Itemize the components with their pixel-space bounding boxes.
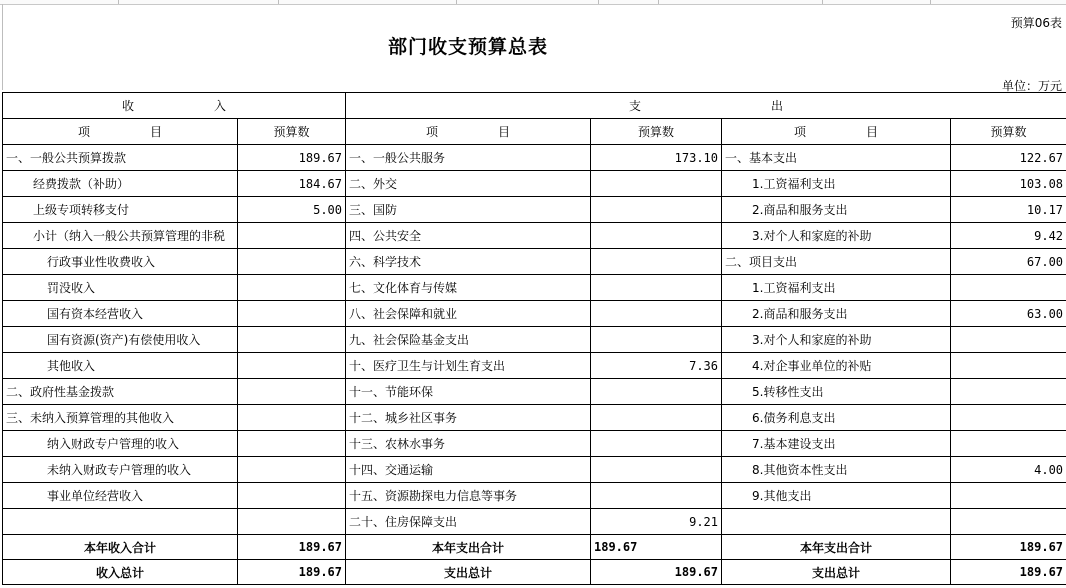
- function-item: 三、国防: [346, 197, 591, 223]
- income-item: 罚没收入: [3, 275, 238, 301]
- economic-item: 4.对企事业单位的补贴: [722, 353, 951, 379]
- economic-value: [951, 379, 1066, 405]
- economic-item: 3.对个人和家庭的补助: [722, 327, 951, 353]
- function-value: [591, 327, 722, 353]
- income-item: 三、未纳入预算管理的其他收入: [3, 405, 238, 431]
- economic-item: 1.工资福利支出: [722, 171, 951, 197]
- income-value: [238, 509, 346, 535]
- table-row: [3, 145, 1066, 171]
- income-item: 二、政府性基金拨款: [3, 379, 238, 405]
- function-value: [591, 171, 722, 197]
- function-item: 十三、农林水事务: [346, 431, 591, 457]
- item-char-1: 项: [77, 125, 90, 139]
- year-income-total-label: 本年收入合计: [3, 535, 238, 560]
- income-item: 未纳入财政专户管理的收入: [3, 457, 238, 483]
- page-title: 部门收支预算总表: [388, 36, 549, 58]
- year-economic-total-value: 189.67: [951, 535, 1066, 560]
- grand-total-row: [3, 560, 1066, 585]
- economic-value: 122.67: [951, 145, 1066, 171]
- column-header-row: [3, 119, 1066, 145]
- column-divider: [118, 0, 119, 4]
- economic-value: 63.00: [951, 301, 1066, 327]
- function-value: [591, 301, 722, 327]
- economic-item: 二、项目支出: [722, 249, 951, 275]
- income-item: 纳入财政专户管理的收入: [3, 431, 238, 457]
- economic-item: 8.其他资本性支出: [722, 457, 951, 483]
- income-item: 行政事业性收费收入: [3, 249, 238, 275]
- income-grand-total-label: 收入总计: [3, 560, 238, 585]
- function-value: [591, 275, 722, 301]
- income-value: [238, 483, 346, 509]
- sheet-gridline: [2, 4, 3, 90]
- column-divider: [598, 0, 599, 4]
- income-item: 国有资源(资产)有偿使用收入: [3, 327, 238, 353]
- economic-value: [951, 405, 1066, 431]
- function-item: 二、外交: [346, 171, 591, 197]
- function-item: 七、文化体育与传媒: [346, 275, 591, 301]
- economic-value: 103.08: [951, 171, 1066, 197]
- economic-grand-total-label: 支出总计: [722, 560, 951, 585]
- function-item: 八、社会保障和就业: [346, 301, 591, 327]
- economic-item: 6.债务利息支出: [722, 405, 951, 431]
- column-divider: [278, 0, 279, 4]
- table-row: [3, 483, 1066, 509]
- function-value: [591, 379, 722, 405]
- economic-item-header: [722, 119, 951, 145]
- income-header-char-2: 入: [214, 99, 227, 113]
- table-row: [3, 327, 1066, 353]
- income-grand-total-value: 189.67: [238, 560, 346, 585]
- item-char-1: 项: [793, 125, 806, 139]
- table-row: [3, 431, 1066, 457]
- income-value: [238, 457, 346, 483]
- economic-item: 1.工资福利支出: [722, 275, 951, 301]
- economic-item: 2.商品和服务支出: [722, 197, 951, 223]
- function-value: [591, 197, 722, 223]
- economic-value: [951, 275, 1066, 301]
- income-value: [238, 353, 346, 379]
- item-char-2: 目: [866, 125, 879, 139]
- income-value: [238, 379, 346, 405]
- income-value: [238, 223, 346, 249]
- economic-value: [951, 509, 1066, 535]
- unit-label: 单位：万元: [1001, 79, 1062, 93]
- income-item: [3, 509, 238, 535]
- function-item: 一、一般公共服务: [346, 145, 591, 171]
- income-value: [238, 249, 346, 275]
- item-char-2: 目: [498, 125, 511, 139]
- income-item: 事业单位经营收入: [3, 483, 238, 509]
- income-value: [238, 405, 346, 431]
- table-row: [3, 197, 1066, 223]
- income-item: 经费拨款（补助）: [3, 171, 238, 197]
- table-row: [3, 405, 1066, 431]
- income-item-header: [3, 119, 238, 145]
- sheet-column-header-strip: [0, 0, 1066, 5]
- function-item: 四、公共安全: [346, 223, 591, 249]
- function-budget-header: 预算数: [591, 119, 722, 145]
- table-row: [3, 249, 1066, 275]
- expense-header-char-1: 支: [629, 99, 642, 113]
- economic-item: [722, 509, 951, 535]
- income-value: [238, 431, 346, 457]
- economic-budget-header: 预算数: [951, 119, 1066, 145]
- function-item: 十一、节能环保: [346, 379, 591, 405]
- function-value: 173.10: [591, 145, 722, 171]
- table-row: [3, 379, 1066, 405]
- function-item: 九、社会保险基金支出: [346, 327, 591, 353]
- economic-value: [951, 431, 1066, 457]
- income-value: [238, 327, 346, 353]
- table-row: [3, 353, 1066, 379]
- income-section-header: [3, 93, 346, 119]
- year-income-total-value: 189.67: [238, 535, 346, 560]
- income-budget-header: 预算数: [238, 119, 346, 145]
- economic-value: [951, 483, 1066, 509]
- economic-value: 9.42: [951, 223, 1066, 249]
- expense-grand-total-value: 189.67: [591, 560, 722, 585]
- economic-item: 2.商品和服务支出: [722, 301, 951, 327]
- function-value: [591, 483, 722, 509]
- income-item: 小计（纳入一般公共预算管理的非税: [3, 223, 238, 249]
- function-item-header: [346, 119, 591, 145]
- income-item: 上级专项转移支付: [3, 197, 238, 223]
- income-value: [238, 275, 346, 301]
- economic-value: 67.00: [951, 249, 1066, 275]
- section-header-row: [3, 93, 1066, 119]
- function-item: 十二、城乡社区事务: [346, 405, 591, 431]
- economic-value: 4.00: [951, 457, 1066, 483]
- economic-value: [951, 327, 1066, 353]
- function-item: 十、医疗卫生与计划生育支出: [346, 353, 591, 379]
- economic-value: [951, 353, 1066, 379]
- column-divider: [456, 0, 457, 4]
- economic-value: 10.17: [951, 197, 1066, 223]
- function-value: [591, 457, 722, 483]
- expense-grand-total-label: 支出总计: [346, 560, 591, 585]
- income-item: 其他收入: [3, 353, 238, 379]
- column-divider: [822, 0, 823, 4]
- function-item: 六、科学技术: [346, 249, 591, 275]
- function-value: 9.21: [591, 509, 722, 535]
- income-value: 189.67: [238, 145, 346, 171]
- function-value: [591, 249, 722, 275]
- function-item: 十四、交通运输: [346, 457, 591, 483]
- table-row: [3, 171, 1066, 197]
- economic-item: 3.对个人和家庭的补助: [722, 223, 951, 249]
- economic-item: 9.其他支出: [722, 483, 951, 509]
- income-item: 国有资本经营收入: [3, 301, 238, 327]
- function-value: [591, 405, 722, 431]
- expense-section-header: [346, 93, 1066, 119]
- item-char-1: 项: [425, 125, 438, 139]
- year-expense-total-value: 189.67: [591, 535, 722, 560]
- year-total-row: [3, 535, 1066, 560]
- income-header-char-1: 收: [121, 99, 134, 113]
- function-item: 二十、住房保障支出: [346, 509, 591, 535]
- economic-grand-total-value: 189.67: [951, 560, 1066, 585]
- item-char-2: 目: [150, 125, 163, 139]
- function-value: [591, 431, 722, 457]
- function-value: 7.36: [591, 353, 722, 379]
- table-row: [3, 457, 1066, 483]
- income-value: [238, 301, 346, 327]
- expense-header-char-2: 出: [771, 99, 784, 113]
- column-divider: [930, 0, 931, 4]
- income-item: 一、一般公共预算拨款: [3, 145, 238, 171]
- year-economic-total-label: 本年支出合计: [722, 535, 951, 560]
- table-row: [3, 275, 1066, 301]
- report-code: 预算06表: [1010, 16, 1062, 30]
- column-divider: [658, 0, 659, 4]
- table-row: [3, 301, 1066, 327]
- budget-summary-table: [2, 92, 1066, 585]
- function-value: [591, 223, 722, 249]
- table-row: [3, 223, 1066, 249]
- income-value: 184.67: [238, 171, 346, 197]
- table-row: [3, 509, 1066, 535]
- economic-item: 7.基本建设支出: [722, 431, 951, 457]
- income-value: 5.00: [238, 197, 346, 223]
- economic-item: 5.转移性支出: [722, 379, 951, 405]
- function-item: 十五、资源勘探电力信息等事务: [346, 483, 591, 509]
- year-expense-total-label: 本年支出合计: [346, 535, 591, 560]
- economic-item: 一、基本支出: [722, 145, 951, 171]
